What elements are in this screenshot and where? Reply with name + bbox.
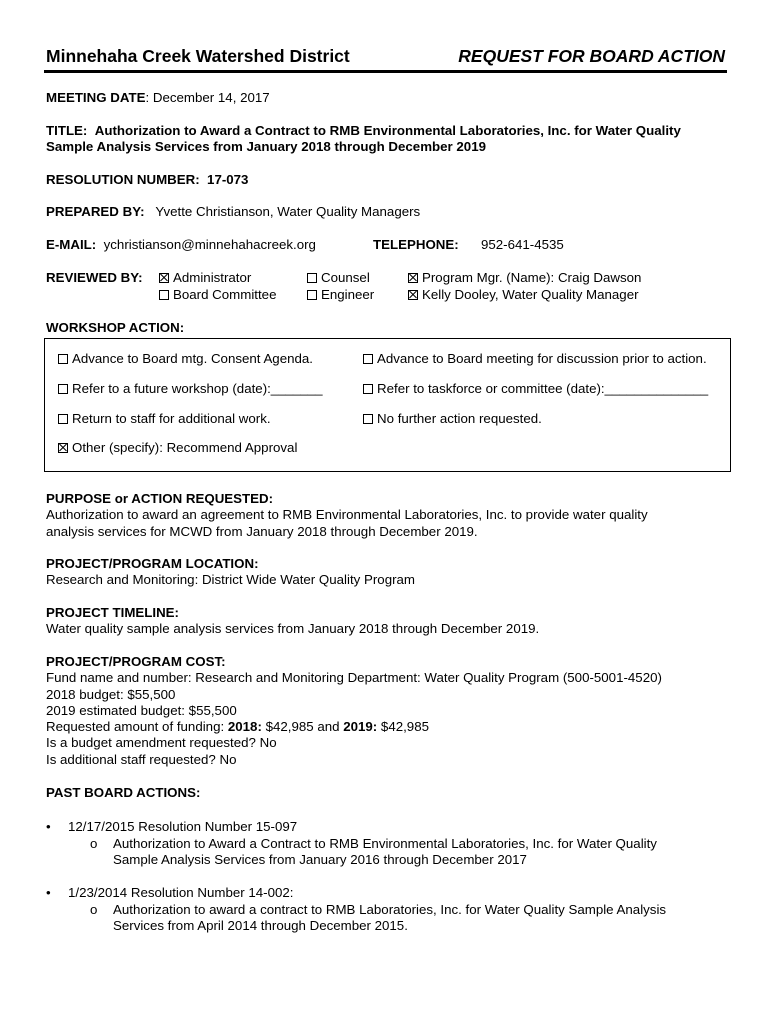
purpose-line-1: Authorization to award an agreement to RMB Environmental Laboratories, Inc. to provide water quality	[46, 507, 648, 523]
workshop-option-taskforce-label: Refer to taskforce or committee (date):______________	[377, 381, 709, 396]
title-label: TITLE:	[46, 123, 88, 138]
workshop-option-discussion	[363, 351, 707, 366]
workshop-option-no-further-label: No further action requested.	[377, 411, 542, 426]
reviewer-engineer-label: Engineer	[321, 287, 375, 302]
reviewer-engineer	[307, 287, 374, 302]
checkbox-icon[interactable]	[363, 354, 373, 364]
cost-budget-2019: 2019 estimated budget: $55,500	[46, 702, 237, 718]
workshop-option-future	[58, 381, 323, 396]
telephone-label: TELEPHONE:	[373, 237, 459, 252]
workshop-option-discussion-label: Advance to Board meeting for discussion prior to action.	[377, 351, 707, 366]
header-rule	[44, 70, 727, 73]
workshop-option-other	[58, 440, 297, 455]
reviewer-administrator	[159, 270, 251, 285]
organization-name: Minnehaha Creek Watershed District	[46, 46, 350, 66]
reviewer-kelly-dooley	[408, 287, 639, 302]
title-line-1	[46, 123, 681, 138]
email-row	[46, 237, 316, 252]
cost-fund: Fund name and number: Research and Monitoring Department: Water Quality Program (500-5001-4520)	[46, 670, 662, 686]
sub-bullet-icon: o	[90, 836, 98, 851]
meeting-date-value: December 14, 2017	[152, 90, 270, 105]
checkbox-icon[interactable]	[307, 290, 317, 300]
workshop-action-label: WORKSHOP ACTION:	[46, 320, 185, 335]
telephone-value: 952-641-4535	[481, 237, 564, 252]
email-value: ychristianson@minnehahacreek.org	[103, 237, 316, 252]
prepared-by-label: PREPARED BY:	[46, 204, 145, 219]
checked-box-icon[interactable]	[408, 290, 418, 300]
checked-box-icon[interactable]	[408, 273, 418, 283]
reviewer-counsel	[307, 270, 370, 285]
prepared-by-value: Yvette Christianson, Water Quality Managers	[155, 204, 421, 219]
workshop-option-no-further	[363, 411, 542, 426]
reviewer-board-committee	[159, 287, 276, 302]
reviewer-counsel-label: Counsel	[321, 270, 370, 285]
meeting-date-label: MEETING DATE	[46, 90, 146, 105]
cost-requested-2019-value: $42,985	[377, 719, 429, 735]
checkbox-icon[interactable]	[363, 414, 373, 424]
resolution-row	[46, 172, 248, 187]
reviewer-program-mgr	[408, 270, 641, 285]
title-text-1: Authorization to Award a Contract to RMB Environmental Laboratories, Inc. for Water Quality	[94, 123, 681, 138]
cost-amendment: Is a budget amendment requested? No	[46, 735, 277, 751]
workshop-option-return	[58, 411, 271, 426]
cost-requested-2019-label: 2019:	[343, 719, 378, 735]
workshop-option-taskforce	[363, 381, 708, 396]
past-action-2: 1/23/2014 Resolution Number 14-002:	[68, 885, 294, 900]
reviewer-kelly-dooley-label: Kelly Dooley, Water Quality Manager	[422, 287, 639, 302]
reviewer-administrator-label: Administrator	[173, 270, 252, 285]
checkbox-icon[interactable]	[58, 384, 68, 394]
reviewed-by-label: REVIEWED BY:	[46, 270, 143, 285]
purpose-section	[46, 491, 648, 540]
past-actions-heading: PAST BOARD ACTIONS:	[46, 785, 201, 800]
bullet-icon: •	[46, 819, 51, 834]
purpose-line-2: analysis services for MCWD from January 2018 through December 2019.	[46, 523, 478, 539]
cost-requested-2018-value: $42,985 and	[261, 719, 344, 735]
bullet-icon: •	[46, 885, 51, 900]
cost-heading: PROJECT/PROGRAM COST:	[46, 654, 226, 669]
checkbox-icon[interactable]	[307, 273, 317, 283]
cost-budget-2018: 2018 budget: $55,500	[46, 686, 176, 702]
resolution-label: RESOLUTION NUMBER:	[46, 172, 200, 187]
checkbox-icon[interactable]	[58, 414, 68, 424]
checked-box-icon[interactable]	[159, 273, 169, 283]
workshop-option-other-label: Other (specify): Recommend Approval	[72, 440, 298, 455]
meeting-date-row: MEETING DATE: December 14, 2017	[46, 90, 270, 105]
sub-bullet-icon: o	[90, 902, 98, 917]
cost-requested-2018-label: 2018:	[227, 719, 262, 735]
cost-requested	[46, 719, 662, 735]
timeline-line-1: Water quality sample analysis services from January 2018 through December 2019.	[46, 621, 540, 637]
title-text-2: Sample Analysis Services from January 2018 through December 2019	[46, 139, 486, 154]
cost-requested-prefix: Requested amount of funding:	[46, 719, 228, 735]
location-line-1: Research and Monitoring: District Wide Water Quality Program	[46, 572, 415, 588]
cost-staff: Is additional staff requested? No	[46, 751, 237, 767]
past-action-1-detail-1: Authorization to Award a Contract to RMB Environmental Laboratories, Inc. for Water Quality	[113, 836, 657, 851]
resolution-number: 17-073	[207, 172, 249, 187]
location-heading: PROJECT/PROGRAM LOCATION:	[46, 556, 259, 571]
workshop-option-consent-label: Advance to Board mtg. Consent Agenda.	[72, 351, 313, 366]
timeline-section	[46, 605, 539, 638]
location-section	[46, 556, 415, 589]
workshop-option-future-label: Refer to a future workshop (date):_______	[72, 381, 323, 396]
past-action-2-detail-1: Authorization to award a contract to RMB Laboratories, Inc. for Water Quality Sample Analysis	[113, 902, 667, 917]
checkbox-icon[interactable]	[159, 290, 169, 300]
past-action-2-detail-2: Services from April 2014 through December 2015.	[113, 918, 408, 933]
workshop-option-consent	[58, 351, 313, 366]
workshop-option-return-label: Return to staff for additional work.	[72, 411, 271, 426]
reviewer-board-committee-label: Board Committee	[173, 287, 277, 302]
timeline-heading: PROJECT TIMELINE:	[46, 605, 179, 620]
email-label: E-MAIL:	[46, 237, 97, 252]
checkbox-icon[interactable]	[58, 354, 68, 364]
document-type: REQUEST FOR BOARD ACTION	[458, 46, 725, 66]
purpose-heading: PURPOSE or ACTION REQUESTED:	[46, 491, 274, 506]
checked-box-icon[interactable]	[58, 443, 68, 453]
past-action-1-detail-2: Sample Analysis Services from January 2016 through December 2017	[113, 852, 527, 867]
reviewer-program-mgr-label: Program Mgr. (Name): Craig Dawson	[422, 270, 642, 285]
prepared-by-row	[46, 204, 420, 219]
cost-section	[46, 654, 662, 768]
past-action-1: 12/17/2015 Resolution Number 15-097	[68, 819, 298, 834]
checkbox-icon[interactable]	[363, 384, 373, 394]
